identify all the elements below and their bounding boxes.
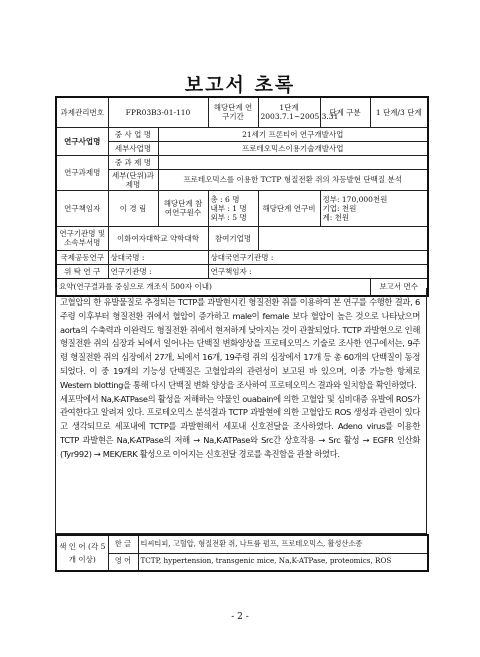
stage-label: 단계 구분 bbox=[320, 97, 370, 127]
researchers-count bbox=[208, 190, 258, 226]
pages-label: 보고서 면수 bbox=[379, 282, 419, 292]
company-label: 참여기업명 bbox=[208, 226, 258, 250]
period: 1단계 2003.7.1~2005.3.31 bbox=[258, 97, 320, 127]
keywords-ko-label: 한 글 bbox=[108, 535, 138, 553]
sub-task: 프로테오믹스를 이용한 TCTP 형질전환 쥐의 차등발현 단백질 분석 bbox=[158, 169, 428, 190]
sub-program: 프로테오믹스이용기술개발사업 bbox=[158, 141, 428, 155]
period-label: 해당단계 연구기간 bbox=[208, 97, 258, 127]
delegated-label: 위 탁 연 구 bbox=[56, 264, 108, 278]
researchers-total: 총 : 6 명 bbox=[210, 194, 240, 204]
project-no-label: 과제관리번호 bbox=[56, 97, 108, 127]
keywords-en-label: 영 어 bbox=[108, 553, 138, 571]
main-program-label: 중 사 업 명 bbox=[108, 127, 158, 141]
intl-org: 상대국연구기관명 : bbox=[208, 250, 428, 264]
page-number: - 2 - bbox=[231, 612, 249, 622]
delegated-pi: 연구책임자 : bbox=[208, 264, 428, 278]
abstract-section bbox=[55, 288, 427, 534]
delegated-org: 연구기관명 : bbox=[108, 264, 208, 278]
budget bbox=[320, 190, 428, 226]
keywords-ko: 티씨티피, 고혈압, 형질전환 쥐, 나트륨 펌프, 프로테오믹스, 활성산소종 bbox=[138, 535, 428, 553]
pi: 이 경 림 bbox=[108, 190, 158, 226]
budget-gov: 정부: 170,000천원 bbox=[322, 194, 388, 204]
report-meta-table bbox=[55, 96, 429, 297]
task-label: 연구과제명 bbox=[56, 155, 108, 190]
main-program: 21세기 프론티어 연구개발사업 bbox=[158, 127, 428, 141]
program-label: 연구사업명 bbox=[56, 127, 108, 155]
keywords-table bbox=[55, 534, 429, 572]
intl-country: 상대국명 : bbox=[108, 250, 208, 264]
institution-label: 연구기관명 및 소속부서명 bbox=[56, 226, 108, 250]
company bbox=[258, 226, 428, 250]
project-no: FPR03B3-01-110 bbox=[108, 97, 208, 127]
institution: 이화여자대학교 약학대학 bbox=[108, 226, 208, 250]
main-task-label: 중 과 제 명 bbox=[108, 155, 158, 169]
researchers-external: 외부 : 5 명 bbox=[210, 212, 247, 222]
pi-label: 연구책임자 bbox=[56, 190, 108, 226]
budget-total: 계: 천원 bbox=[322, 212, 350, 222]
summary-label: 요약(연구결과를 중심으로 개조식 500자 이내) bbox=[56, 278, 370, 296]
researchers-label: 해당단계 참여연구원수 bbox=[158, 190, 208, 226]
sub-program-label: 세부사업명 bbox=[108, 141, 158, 155]
main-task bbox=[158, 155, 428, 169]
keywords-en: TCTP, hypertension, transgenic mice, Na,K-ATPase, proteomics, ROS bbox=[138, 553, 428, 571]
researchers-internal: 내부 : 1 명 bbox=[210, 203, 247, 213]
abstract-paragraph-1: 고혈압의 한 유발물질로 추정되는 TCTP를 과발현시킨 형질전환 쥐를 이용하여 본 연구를 수행한 결과, 6주령 이후부터 형질전환 쥐에서 혈압이 증가하고 male이 female 보다 혈압이 높은 것으로 나타났으며 aorta의 수축력과 이완력도 형질전환 쥐에서 현저하게 낮아지는 것이 관찰되었다. TCTP 과발현으로 인해 형질전환 쥐의 심장과 뇌에서 일어나는 단백질 변화양상을 프로테오믹스 기술로 조사한 연구에서는, 9주령 형질전환 쥐의 심장에서 27개, 뇌에서 16개, 19주령 쥐의 심장에서 17개 등 총 60개의 단백질이 동정되었다. 이 중 19개의 기능성 단백질은 고혈압과의 관련성이 보고된 바 있으며, 이중 가능한 항체로 Western blotting을 통해 다시 단백질 변화 양상을 조사하여 프로테오믹스 결과와 일치함을 확인하였다. bbox=[60, 297, 420, 390]
page-title: 보고서 초록 bbox=[184, 74, 296, 96]
stage: 1 단계/3 단계 bbox=[370, 97, 428, 127]
sub-task-label: 세부(단위)과제명 bbox=[108, 169, 158, 190]
keywords-label: 색 인 어 (각 5개 이상) bbox=[56, 535, 108, 571]
budget-company: 기업: 천원 bbox=[322, 203, 357, 213]
budget-label: 해당단계 연구비 bbox=[258, 190, 320, 226]
intl-label: 국제공동연구 bbox=[56, 250, 108, 264]
abstract-paragraph-2: 세포막에서 Na,K-ATPase의 활성을 저해하는 약물인 ouabain에 의한 고혈압 및 심비대증 유발에 ROS가 관여한다고 알려져 있다. 프로테오믹스 분석결과 TCTP 과발현에 의한 고혈압도 ROS 생성과 관련이 있다고 생각되므로 세포내에 TCTP를 과발현해서 세포내 신호전달을 조사하였다. Adeno virus를 이용한 TCTP 과발현은 Na,K-ATPase의 저해 → Na,K-ATPase와 Src간 상호작용 → Src 활성 → EGFR 인산화 (Tyr992) → MEK/ERK 활성으로 이어지는 신호전달 경로를 촉진함을 관찰 하였다. bbox=[60, 393, 420, 459]
